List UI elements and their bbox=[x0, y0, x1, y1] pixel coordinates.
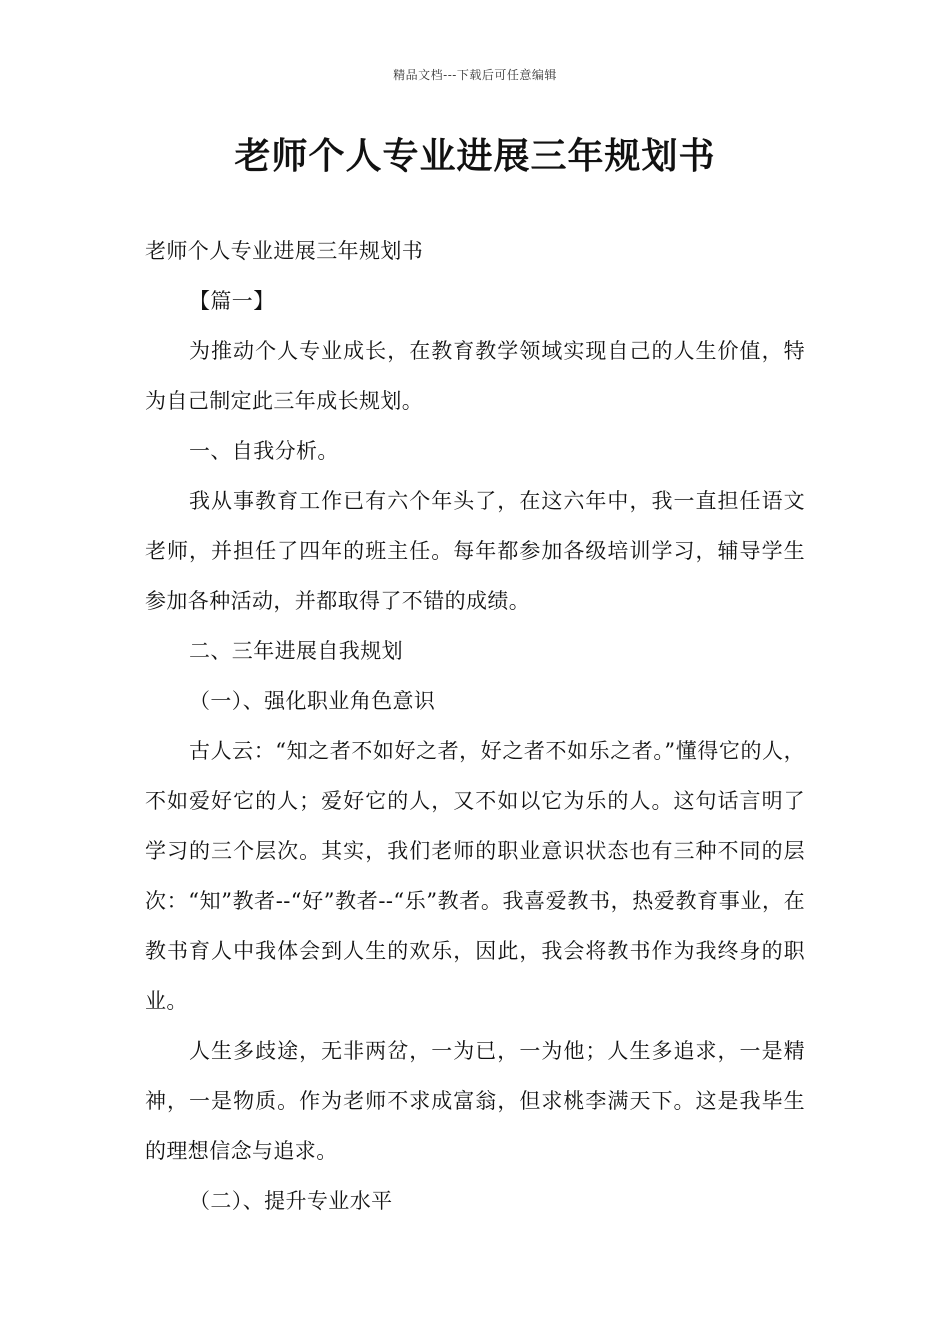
life-pursuit-paragraph: 人生多歧途，无非两岔，一为已，一为他；人生多追求，一是精神，一是物质。作为老师不求成富翁，但求桃李满天下。这是我毕生的理想信念与追求。 bbox=[145, 1039, 805, 1163]
self-analysis-paragraph: 我从事教育工作已有六个年头了，在这六年中，我一直担任语文老师，并担任了四年的班主任。每年都参加各级培训学习，辅导学生参加各种活动，并都取得了不错的成绩。 bbox=[145, 489, 805, 613]
document-body bbox=[145, 226, 805, 1226]
subtitle-line: 老师个人专业进展三年规划书 bbox=[145, 239, 424, 263]
subheading-professional-level: （二）、提升专业水平 bbox=[189, 1189, 393, 1213]
heading-three-year-plan: 二、三年进展自我规划 bbox=[189, 639, 403, 663]
page-title: 老师个人专业进展三年规划书 bbox=[234, 136, 716, 177]
intro-paragraph: 为推动个人专业成长，在教育教学领域实现自己的人生价值，特为自己制定此三年成长规划。 bbox=[145, 339, 805, 413]
heading-self-analysis: 一、自我分析。 bbox=[189, 439, 339, 463]
header-note: 精品文档---下载后可任意编辑 bbox=[393, 68, 557, 82]
role-awareness-paragraph: 古人云：“知之者不如好之者，好之者不如乐之者。”懂得它的人，不如爱好它的人；爱好它的人，又不如以它为乐的人。这句话言明了学习的三个层次。其实，我们老师的职业意识状态也有三种不同的层次：“知”教者--“好”教者--“乐”教者。我喜爱教书，热爱教育事业，在教书育人中我体会到人生的欢乐，因此，我会将教书作为我终身的职业。 bbox=[145, 739, 805, 1013]
subheading-role-awareness: （一）、强化职业角色意识 bbox=[189, 689, 436, 713]
section-label-pian-yi: 【篇一】 bbox=[189, 289, 275, 313]
